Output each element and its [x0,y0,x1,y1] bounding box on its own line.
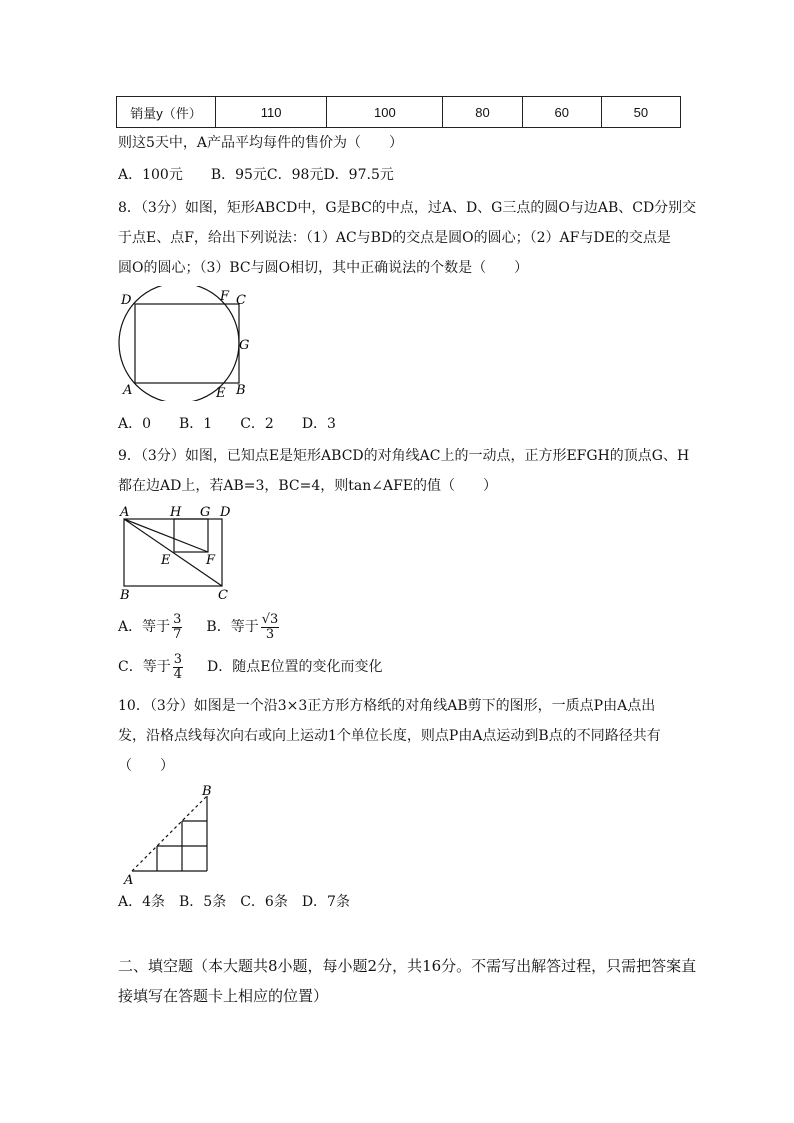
q9-line2: 都在边AD上，若AB=3，BC=4，则tan∠AFE的值（ ） [118,478,498,494]
label-b: B [236,383,246,398]
fraction-denominator: 7 [173,626,182,642]
q8-line1: 8．（3分）如图，矩形ABCD中，G是BC的中点，过A、D、G三点的圆O与边AB、CD分别交 [118,200,697,216]
label-d: D [220,505,231,520]
label-c: C [236,293,246,308]
q9-line1: 9．（3分）如图，已知点E是矩形ABCD的对角线AC上的一动点，正方形EFGH的顶点G、H [118,448,690,464]
q7-options: A．100元 B．95元C．98元D．97.5元 [118,167,394,183]
label-a: A [124,873,134,888]
q10-line1: 10．（3分）如图是一个沿3×3正方形方格纸的对角线AB剪下的图形，一质点P由A点出 [118,698,656,714]
q9-option-b-fraction [261,613,280,642]
q9-option-d: D．随点E位置的变化而变化 [207,659,383,675]
label-g: G [200,505,211,520]
q8-figure [112,286,257,401]
q10-line2: 发，沿格点线每次向右或向上运动1个单位长度，则点P由A点运动到B点的不同路径共有 [118,728,661,744]
square-efgh [174,519,208,552]
table-cell: 110 [216,97,327,128]
q10-line3: （ ） [118,758,174,774]
q8-options: A．0 B．1 C．2 D．3 [118,416,336,432]
label-a: A [123,383,133,398]
label-c: C [218,588,228,602]
q10-figure [118,782,218,888]
label-b: B [202,784,212,799]
q9-option-a-fraction [172,613,182,642]
fraction-numerator: 3 [173,611,182,627]
q9-option-b-prefix: B．等于 [206,619,259,635]
label-e: E [161,553,171,568]
label-f: F [220,289,230,304]
label-h: H [170,505,182,520]
q9-option-a-prefix: A．等于 [118,619,171,635]
label-f: F [206,553,216,568]
table-cell: 50 [601,97,680,128]
table-cell: 80 [443,97,522,128]
q7-stem: 则这5天中，A产品平均每件的售价为（ ） [118,135,404,151]
sales-table [116,96,681,128]
table-cell: 60 [522,97,601,128]
diagonal-ab [132,796,207,871]
table-row [117,97,681,128]
q10-options: A．4条 B．5条 C．6条 D．7条 [118,894,350,910]
label-a: A [120,505,130,520]
q9-figure [112,500,242,602]
fraction-denominator: 3 [265,626,275,642]
label-g: G [239,338,250,353]
rectangle-abcd [135,304,239,383]
fraction-numerator: √3 [261,611,279,627]
q8-line3: 圆O的圆心；（3）BC与圆O相切，其中正确说法的个数是（ ） [118,260,529,276]
q9-options-cd [118,652,382,682]
fraction-numerator: 3 [173,651,182,667]
q8-line2: 于点E、点F，给出下列说法：（1）AC与BD的交点是圆O的圆心；（2）AF与DE的交点是 [118,230,671,246]
q9-option-c-fraction [173,653,183,682]
label-e: E [216,386,226,401]
section2-line1: 二、填空题（本大题共8小题，每小题2分，共16分。不需写出解答过程，只需把答案直 [118,957,697,975]
section2-line2: 接填写在答题卡上相应的位置） [118,987,329,1005]
label-b: B [120,588,130,602]
label-d: D [121,293,132,308]
q9-option-c-prefix: C．等于 [118,659,171,675]
table-header-cell: 销量y（件） [117,97,216,128]
table-cell: 100 [327,97,443,128]
fraction-denominator: 4 [173,666,182,682]
q9-options-ab [118,612,281,642]
